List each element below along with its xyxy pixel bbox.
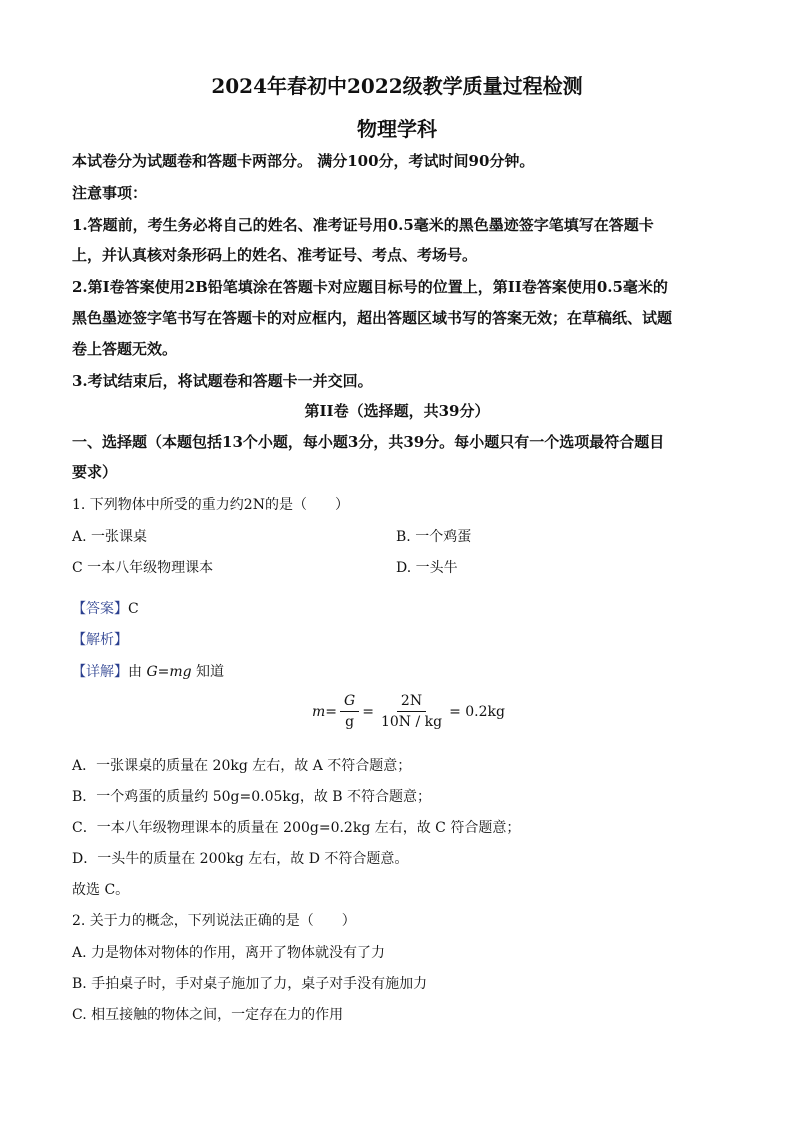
fraction-2-denominator: 10N / kg — [380, 714, 443, 730]
q1-option-a: A. 一张课桌 — [72, 529, 148, 545]
answer-value: C — [128, 601, 139, 617]
fraction-1-denominator: g — [345, 714, 355, 730]
formula-eq-2: = — [362, 703, 374, 720]
q1-stem: 1. 下列物体中所受的重力约2N的是（ ） — [72, 497, 349, 513]
note-1b: 上，并认真核对条形码上的姓名、准考证号、考点、考场号。 — [72, 246, 478, 264]
formula-fraction-2 — [377, 693, 446, 730]
explanation-c: C．一本八年级物理课本的质量在 200g=0.2kg 左右，故 C 符合题意； — [72, 820, 521, 836]
formula-fraction-1 — [340, 693, 359, 730]
volume-title: 第II卷（选择题，共39分） — [304, 402, 490, 420]
note-2c: 卷上答题无效。 — [72, 340, 178, 358]
notice-heading: 注意事项： — [72, 184, 148, 202]
explanation-d: D．一头牛的质量在 200kg 左右，故 D 不符合题意。 — [72, 851, 409, 867]
detail-pre: 由 — [128, 664, 147, 680]
formula-result: = 0.2kg — [449, 703, 505, 720]
explanation-a: A．一张课桌的质量在 20kg 左右，故 A 不符合题意； — [72, 758, 412, 774]
formula-eq: = — [325, 703, 338, 720]
q2-option-c: C. 相互接触的物体之间，一定存在力的作用 — [72, 1007, 344, 1023]
detail-tag: 【详解】 — [72, 664, 128, 680]
section-heading-b: 要求） — [72, 463, 118, 481]
q2-option-b: B. 手拍桌子时，手对桌子施加了力，桌子对手没有施加力 — [72, 976, 428, 992]
exam-title: 2024年春初中2022级教学质量过程检测 — [211, 74, 583, 98]
note-1a: 1.答题前，考生务必将自己的姓名、准考证号用0.5毫米的黑色墨迹签字笔填写在答题卡 — [72, 216, 654, 234]
formula-lhs: m — [312, 703, 326, 720]
detail-post: 知道 — [191, 664, 225, 680]
q2-stem: 2. 关于力的概念，下列说法正确的是（ ） — [72, 913, 356, 929]
answer-line — [72, 598, 139, 618]
analysis-tag: 【解析】 — [72, 632, 128, 648]
note-3: 3.考试结束后，将试题卷和答题卡一并交回。 — [72, 372, 373, 390]
note-2a: 2.第I卷答案使用2B铅笔填涂在答题卡对应题目标号的位置上，第II卷答案使用0.5毫米的 — [72, 278, 668, 296]
intro-line: 本试卷分为试题卷和答题卡两部分。 满分100分，考试时间90分钟。 — [72, 152, 535, 170]
note-2b: 黑色墨迹签字笔书写在答题卡的对应框内，超出答题区域书写的答案无效；在草稿纸、试题 — [72, 309, 673, 327]
q1-option-c: C 一本八年级物理课本 — [72, 560, 214, 576]
detail-formula: G=mg — [146, 664, 192, 680]
weight-formula — [312, 693, 505, 730]
exam-subject: 物理学科 — [357, 117, 437, 141]
q2-option-a: A. 力是物体对物体的作用，离开了物体就没有了力 — [72, 945, 386, 961]
section-heading-a: 一、选择题（本题包括13个小题，每小题3分，共39分。每小题只有一个选项最符合题目 — [72, 433, 665, 451]
q1-option-b: B. 一个鸡蛋 — [396, 529, 472, 545]
detail-line — [72, 661, 224, 681]
conclusion: 故选 C。 — [72, 882, 130, 898]
fraction-2-numerator: 2N — [397, 693, 426, 712]
explanation-b: B．一个鸡蛋的质量约 50g=0.05kg，故 B 不符合题意； — [72, 789, 432, 805]
q1-option-d: D. 一头牛 — [396, 560, 458, 576]
fraction-1-numerator: G — [340, 693, 359, 712]
answer-tag: 【答案】 — [72, 601, 128, 617]
